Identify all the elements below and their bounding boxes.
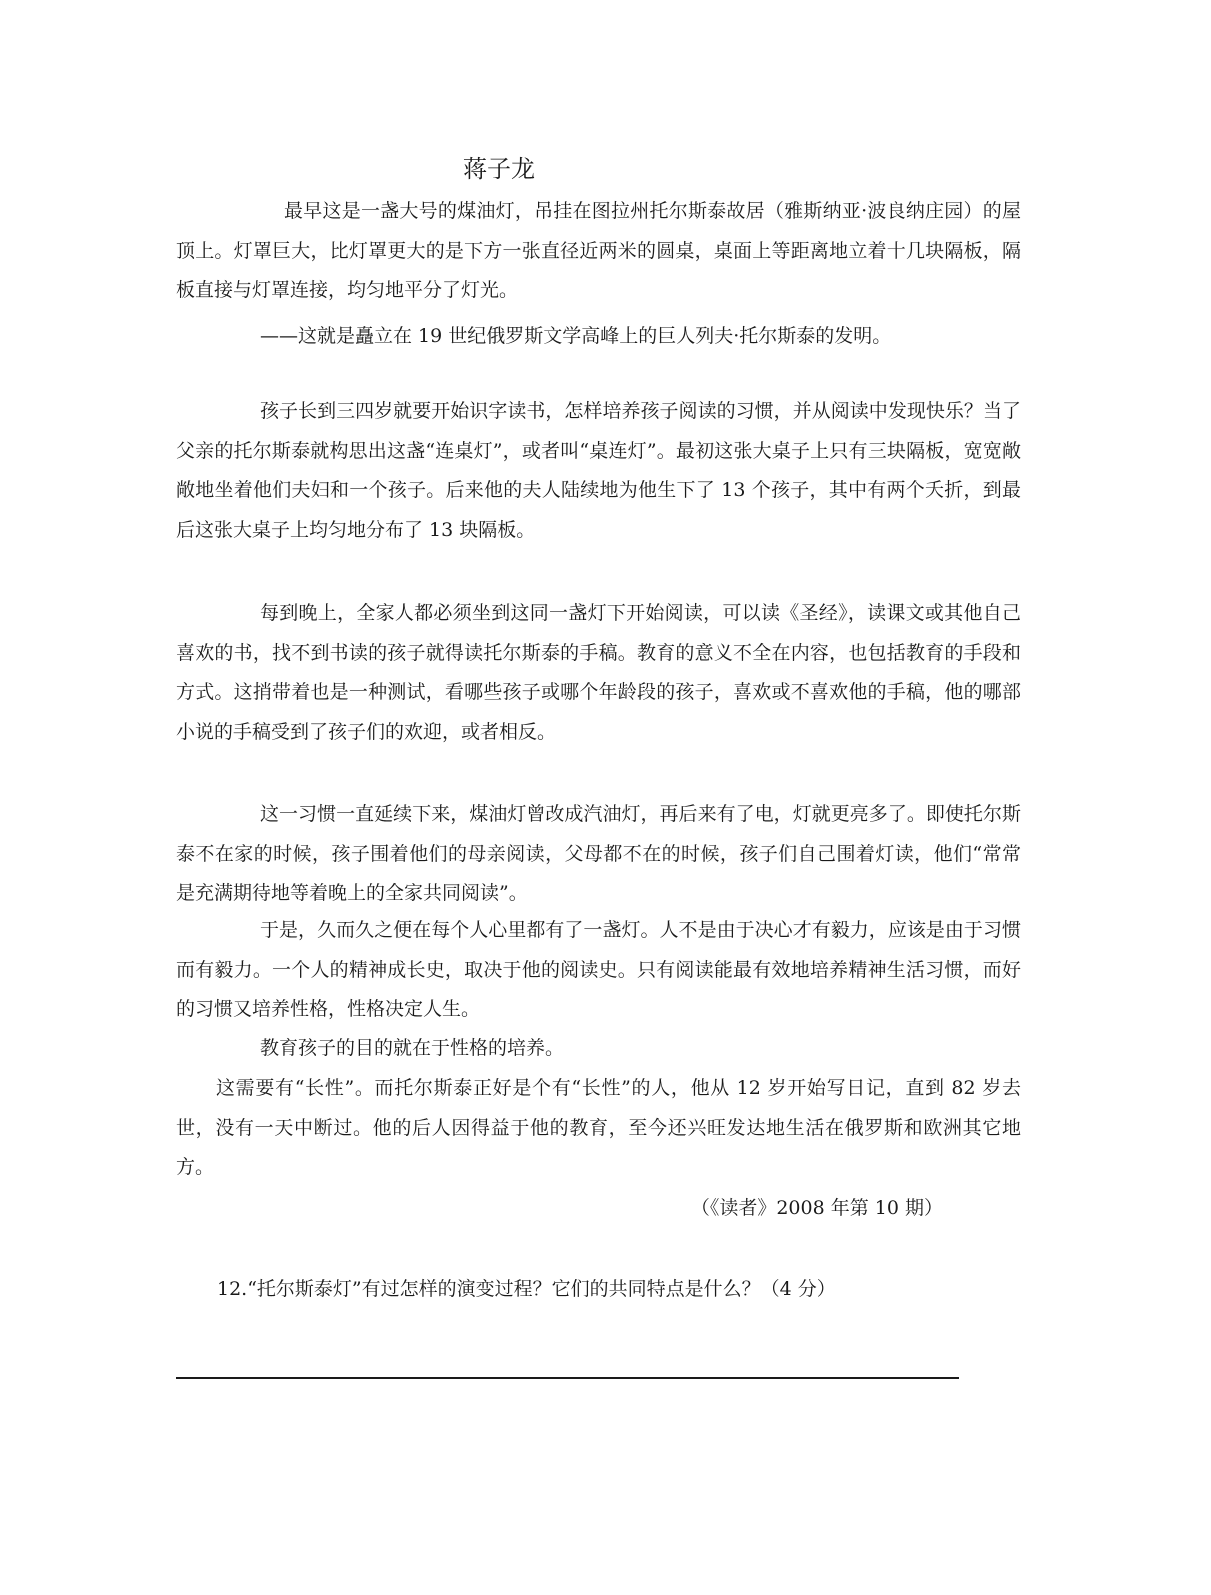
- source-citation: （《读者》2008 年第 10 期）: [690, 1197, 943, 1219]
- paragraph-1: 最早这是一盏大号的煤油灯，吊挂在图拉州托尔斯泰故居（雅斯纳亚·波良纳庄园）的屋顶上。灯罩巨大，比灯罩更大的是下方一张直径近两米的圆桌，桌面上等距离地立着十几块隔板，隔板直接与灯罩连接，均匀地平分了灯光。: [176, 200, 1021, 301]
- answer-line[interactable]: [176, 1377, 959, 1379]
- paragraph-5: 这一习惯一直延续下来，煤油灯曾改成汽油灯，再后来有了电，灯就更亮多了。即使托尔斯泰不在家的时候，孩子围着他们的母亲阅读，父母都不在的时候，孩子们自己围着灯读，他们“常常是充满期待地等着晚上的全家共同阅读”。: [176, 803, 1021, 904]
- paragraph-7: 教育孩子的目的就在于性格的培养。: [260, 1037, 565, 1059]
- question-12: 12.“托尔斯泰灯”有过怎样的演变过程？它们的共同特点是什么？（4 分）: [217, 1278, 836, 1300]
- paragraph-3: 孩子长到三四岁就要开始识字读书，怎样培养孩子阅读的习惯，并从阅读中发现快乐？当了父亲的托尔斯泰就构思出这盏“连桌灯”，或者叫“桌连灯”。最初这张大桌子上只有三块隔板，宽宽敞敞地坐着他们夫妇和一个孩子。后来他的夫人陆续地为他生下了 13 个孩子，其中有两个夭折，到最后这张大桌子上均匀地分布了 13 块隔板。: [176, 400, 1021, 541]
- paragraph-2: ——这就是矗立在 19 世纪俄罗斯文学高峰上的巨人列夫·托尔斯泰的发明。: [260, 325, 892, 347]
- paragraph-6: 于是，久而久之便在每个人心里都有了一盏灯。人不是由于决心才有毅力，应该是由于习惯而有毅力。一个人的精神成长史，取决于他的阅读史。只有阅读能最有效地培养精神生活习惯，而好的习惯又培养性格，性格决定人生。: [176, 919, 1021, 1020]
- paragraph-4: 每到晚上，全家人都必须坐到这同一盏灯下开始阅读，可以读《圣经》，读课文或其他自己喜欢的书，找不到书读的孩子就得读托尔斯泰的手稿。教育的意义不全在内容，也包括教育的手段和方式。这捎带着也是一种测试，看哪些孩子或哪个年龄段的孩子，喜欢或不喜欢他的手稿，他的哪部小说的手稿受到了孩子们的欢迎，或者相反。: [176, 602, 1021, 743]
- paragraph-8: 这需要有“长性”。而托尔斯泰正好是个有“长性”的人，他从 12 岁开始写日记，直到 82 岁去世，没有一天中断过。他的后人因得益于他的教育，至今还兴旺发达地生活在俄罗斯和欧洲其它地方。: [176, 1077, 1021, 1178]
- author-name: 蒋子龙: [463, 155, 535, 183]
